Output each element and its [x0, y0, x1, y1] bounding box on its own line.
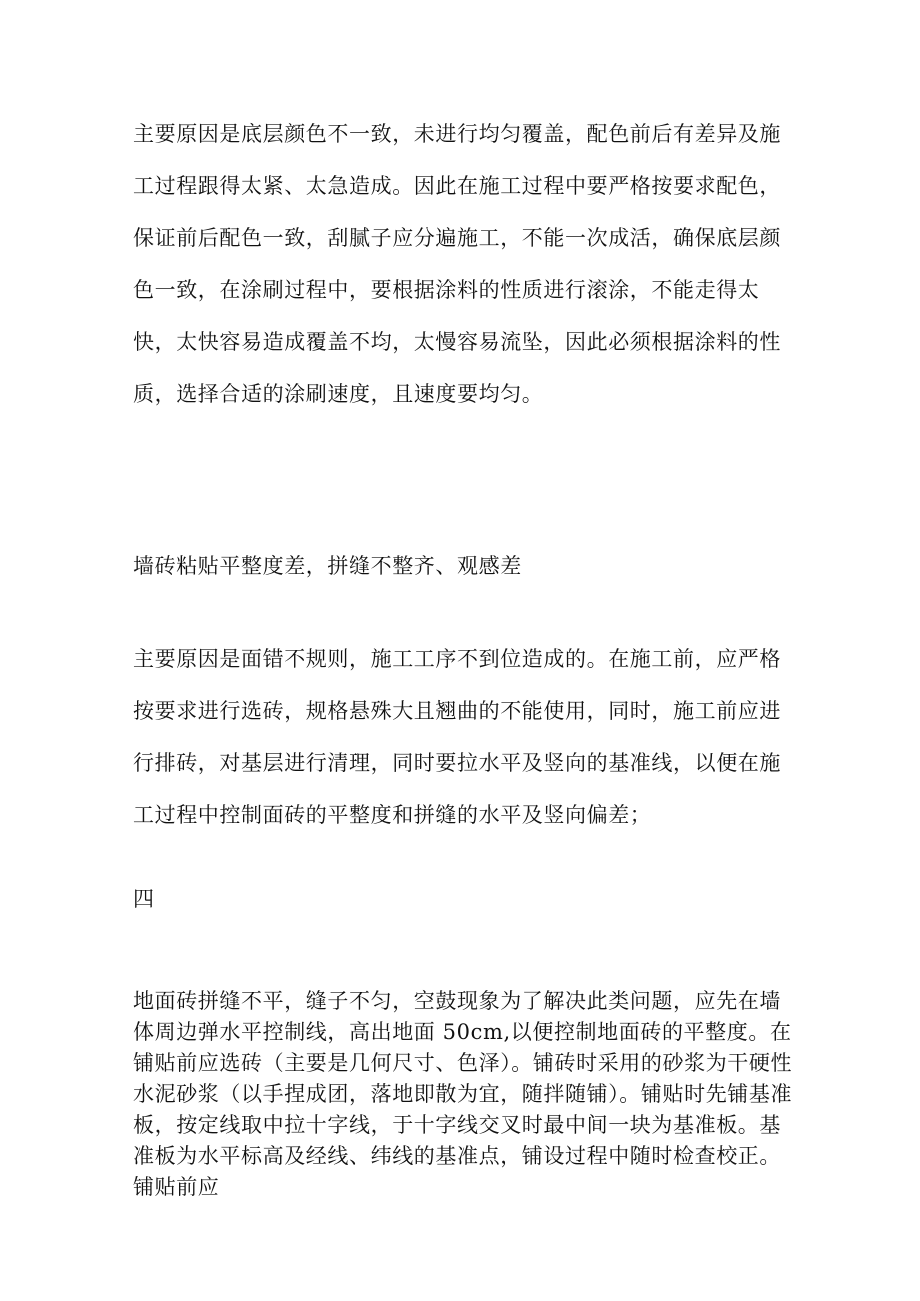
- paragraph-wall-tile-causes: 主要原因是面错不规则，施工工序不到位造成的。在施工前，应严格按要求进行选砖，规格悬殊大且翘曲的不能使用，同时，施工前应进行排砖，对基层进行清理，同时要拉水平及竖向的基准线，以便在施工过程中控制面砖的平整度和拼缝的水平及竖向偏差；: [133, 647, 781, 827]
- section-number-four: 四: [133, 887, 155, 911]
- section-heading-wall-tiles: 墙砖粘贴平整度差，拼缝不整齐、观感差: [133, 554, 522, 578]
- paragraph-paint-coverage: 主要原因是底层颜色不一致，未进行均匀覆盖，配色前后有差异及施工过程跟得太紧、太急造成。因此在施工过程中要严格按要求配色，保证前后配色一致，刮腻子应分遍施工，不能一次成活，确保底层颜色一致，在涂刷过程中，要根据涂料的性质进行滚涂，不能走得太快，太快容易造成覆盖不均，太慢容易流坠，因此必须根据涂料的性质，选择合适的涂刷速度，且速度要均匀。: [133, 122, 781, 406]
- paragraph-floor-tiles: 地面砖拼缝不平，缝子不匀，空鼓现象为了解决此类问题，应先在墙体周边弹水平控制线，高出地面 50cm,以便控制地面砖的平整度。在铺贴前应选砖（主要是几何尺寸、色泽）。铺砖时采用的砂浆为干硬性水泥砂浆（以手捏成团，落地即散为宜，随拌随铺）。铺贴时先铺基准板，按定线取中拉十字线，于十字线交叉时最中间一块为基准板。基准板为水平标高及经线、纬线的基准点，铺设过程中随时检查校正。铺贴前应: [133, 989, 793, 1199]
